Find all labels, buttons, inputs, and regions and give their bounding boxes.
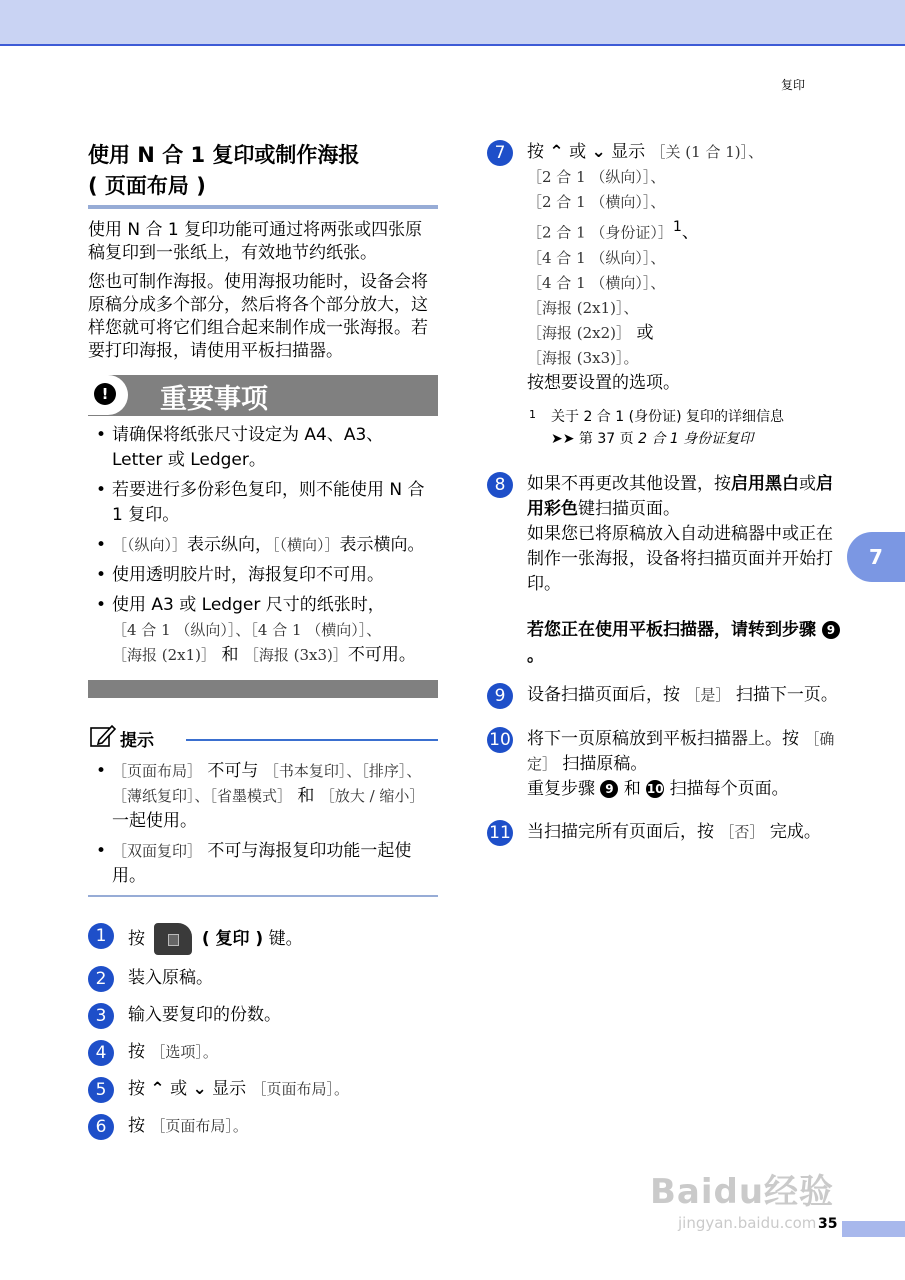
footnote-line-1: 关于 2 合 1 (身份证) 复印的详细信息	[551, 408, 784, 425]
step-number: 8	[487, 472, 513, 498]
step-number: 9	[487, 683, 513, 709]
watermark-logo: Baidu经验	[650, 1172, 835, 1212]
sep: 、	[681, 222, 699, 243]
option-off: ［关 (1 合 1)］、	[650, 143, 764, 161]
subhead-end: 。	[527, 645, 544, 666]
step-11-text-1: 当扫描完所有页面后，按	[527, 821, 714, 842]
down-arrow-icon: ⌄	[591, 142, 606, 162]
important-bullet-2: • 若要进行多份彩色复印，则不能使用 N 合 1 复印。	[88, 478, 438, 528]
down-arrow-icon: ⌄	[192, 1079, 207, 1099]
flatbed-subhead	[487, 617, 847, 669]
step-3	[88, 1003, 438, 1029]
option-4in1-portrait: ［4 合 1 （纵向）］、	[527, 248, 666, 267]
step-1-end: 键。	[268, 929, 303, 949]
option-poster-2x2: ［海报 (2x2)］	[527, 323, 632, 342]
b5-option-poster-2x1: ［海报 (2x1)］	[112, 646, 217, 664]
pencil-note-icon	[90, 724, 116, 748]
option-4in1-landscape: ［4 合 1 （横向）］、	[527, 273, 666, 292]
step-2	[88, 966, 438, 992]
option-page-layout: ［页面布局］。	[251, 1080, 350, 1098]
footnote-ref-link: ➤➤ 第 37 页	[551, 430, 634, 447]
note-b2-text: 不可与海报复印功能一起使用。	[112, 841, 412, 886]
up-arrow-icon: ⌃	[150, 1079, 165, 1099]
note-bottom-rule	[88, 895, 438, 897]
note-bullet-1	[88, 759, 438, 834]
copy-key-label: ( 复印 )	[201, 929, 264, 949]
colour-start-label: 启用彩色	[527, 473, 833, 519]
step-7-text: 按	[527, 142, 544, 162]
option-landscape: ［（横向）］	[272, 536, 340, 554]
important-box	[88, 375, 438, 698]
section-title	[88, 140, 438, 209]
step-4-text: 按	[128, 1042, 145, 1062]
watermark-url: jingyan.baidu.com	[678, 1214, 817, 1232]
b5-text-end: 不可用。	[347, 645, 416, 665]
note-bullet-2	[88, 839, 438, 889]
section-title-line1: 使用 N 合 1 复印或制作海报	[88, 143, 360, 167]
up-arrow-icon: ⌃	[549, 142, 564, 162]
page-number: 35	[818, 1216, 838, 1232]
option-options: ［选项］。	[150, 1043, 218, 1061]
intro-paragraph-1: 使用 N 合 1 复印功能可通过将两张或四张原稿复印到一张纸上，有效地节约纸张。	[88, 220, 423, 263]
step-3-text: 输入要复印的份数。	[128, 1005, 281, 1025]
step-1-text: 按	[128, 929, 145, 949]
important-bullet-3	[88, 533, 438, 558]
important-footer-bar	[88, 680, 438, 698]
note-box	[88, 722, 438, 897]
step-10-text-1: 将下一页原稿放到平板扫描器上。按	[527, 728, 799, 749]
step-7-show: 显示	[611, 142, 646, 162]
b5-text-1: 使用 A3 或 Ledger 尺寸的纸张时，	[112, 595, 385, 615]
exclamation-icon: !	[94, 383, 116, 405]
step-10-and: 和	[623, 778, 641, 799]
step-8	[487, 472, 847, 597]
footnote-mark: 1	[529, 407, 536, 421]
step-7	[487, 140, 847, 396]
step-number: 7	[487, 140, 513, 166]
mono-start-label: 启用黑白	[731, 473, 799, 494]
section-title-line2: ( 页面布局 )	[88, 174, 206, 198]
important-header	[88, 375, 438, 415]
step-ref-9: 9	[600, 780, 618, 798]
step-number: 11	[487, 820, 513, 846]
b5-text-and: 和	[221, 645, 239, 665]
note-b1-text-end: 一起使用。	[112, 811, 197, 831]
left-column	[88, 140, 438, 1151]
option-2in1-portrait: ［2 合 1 （纵向）］、	[527, 168, 666, 186]
step-ref-9: 9	[822, 621, 840, 639]
step-10-text-3: 重复步骤	[527, 778, 595, 799]
option-poster-3x3: ［海报 (3x3)］。	[527, 348, 639, 367]
step-8-text-1: 如果不再更改其他设置，按	[527, 473, 731, 494]
steps-left	[88, 923, 438, 1140]
step-4	[88, 1040, 438, 1066]
step-number: 10	[487, 727, 513, 753]
step-number: 3	[88, 1003, 114, 1029]
footnote-text	[527, 406, 847, 450]
footnote-ref: 1	[672, 219, 682, 235]
step-7-or: 或	[569, 142, 587, 162]
step-6-text: 按	[128, 1116, 145, 1136]
chapter-tab: 7	[847, 532, 905, 582]
footnote-ref-title: 2 合 1 身份证复印	[638, 430, 754, 447]
step-1	[88, 923, 438, 955]
step-8-or: 或	[799, 473, 816, 494]
step-number: 2	[88, 966, 114, 992]
step-5	[88, 1077, 438, 1103]
note-rule	[186, 739, 438, 741]
step-9-text-2: 扫描下一页。	[735, 684, 838, 705]
step-5-or: 或	[170, 1079, 188, 1099]
step-number: 6	[88, 1114, 114, 1140]
step-10-text-4: 扫描每个页面。	[669, 778, 789, 799]
step-7-end: 按想要设置的选项。	[527, 372, 680, 393]
option-poster-2x1: ［海报 (2x1)］、	[527, 298, 639, 317]
step-5-text: 按	[128, 1079, 145, 1099]
top-band	[0, 0, 905, 46]
option-page-layout-2: ［页面布局］。	[150, 1117, 248, 1135]
important-bullet-4: • 使用透明胶片时，海报复印不可用。	[88, 563, 438, 588]
important-bullet-1: • 请确保将纸张尺寸设定为 A4、A3、 Letter 或 Ledger。	[88, 423, 438, 473]
running-title: 复印	[780, 78, 805, 92]
subhead-text: 若您正在使用平板扫描器，请转到步骤	[527, 619, 816, 640]
step-2-text: 装入原稿。	[128, 968, 213, 988]
step-10	[487, 727, 847, 802]
step-8-paragraph-2: 如果您已将原稿放入自动进稿器中或正在制作一张海报，设备将扫描页面并开始打印。	[527, 523, 833, 594]
right-column	[487, 140, 847, 856]
note-options-list: ［书本复印］、［排序］、［薄纸复印］、［省墨模式］	[112, 762, 422, 805]
option-yes: ［是］	[685, 685, 731, 704]
page-band	[842, 1221, 905, 1237]
step-8-text-2: 键扫描页面。	[578, 498, 680, 519]
b3-text-1: 表示纵向，	[187, 535, 273, 555]
step-5-show: 显示	[212, 1079, 247, 1099]
step-ref-10: 10	[646, 781, 664, 796]
b5-option-poster-3x3: ［海报 (3x3)］	[243, 646, 348, 664]
step-6	[88, 1114, 438, 1140]
note-title: 提示	[120, 731, 154, 751]
step-7-or-2: 或	[636, 322, 654, 343]
step-number: 5	[88, 1077, 114, 1103]
step-11-text-2: 完成。	[769, 821, 821, 842]
important-body	[88, 415, 438, 674]
option-no: ［否］	[719, 822, 765, 841]
step-11	[487, 820, 847, 846]
note-header	[88, 722, 438, 754]
step-9	[487, 683, 847, 709]
footnote	[487, 406, 847, 450]
b3-text-2: 表示横向。	[339, 535, 425, 555]
note-option-zoom: ［放大 / 缩小］	[319, 787, 425, 805]
note-option-layout: ［页面布局］	[112, 762, 203, 780]
note-b1-text-and: 和	[297, 786, 315, 806]
important-title: 重要事项	[160, 384, 268, 415]
step-10-text-2: 扫描原稿。	[562, 753, 648, 774]
option-2in1-id: ［2 合 1 （身份证）］	[527, 223, 673, 242]
step-9-text-1: 设备扫描页面后，按	[527, 684, 680, 705]
step-number: 4	[88, 1040, 114, 1066]
intro-paragraph-2: 您也可制作海报。使用海报功能时，设备会将原稿分成多个部分，然后将各个部分放大，这样您就可将它们组合起来制作成一张海报。若要打印海报，请使用平板扫描器。	[88, 272, 428, 361]
copy-key-icon	[154, 923, 192, 955]
note-b1-text-1: 不可与	[207, 761, 259, 781]
important-bullet-5	[88, 593, 438, 668]
option-2in1-landscape: ［2 合 1 （横向）］、	[527, 193, 666, 211]
option-ok: ［确定］	[527, 729, 835, 773]
b5-options-1: ［4 合 1 （纵向）］、［4 合 1 （横向）］、	[112, 621, 382, 639]
note-option-duplex: ［双面复印］	[112, 842, 203, 860]
option-portrait: ［（纵向）］	[112, 536, 188, 554]
step-number: 1	[88, 923, 114, 949]
